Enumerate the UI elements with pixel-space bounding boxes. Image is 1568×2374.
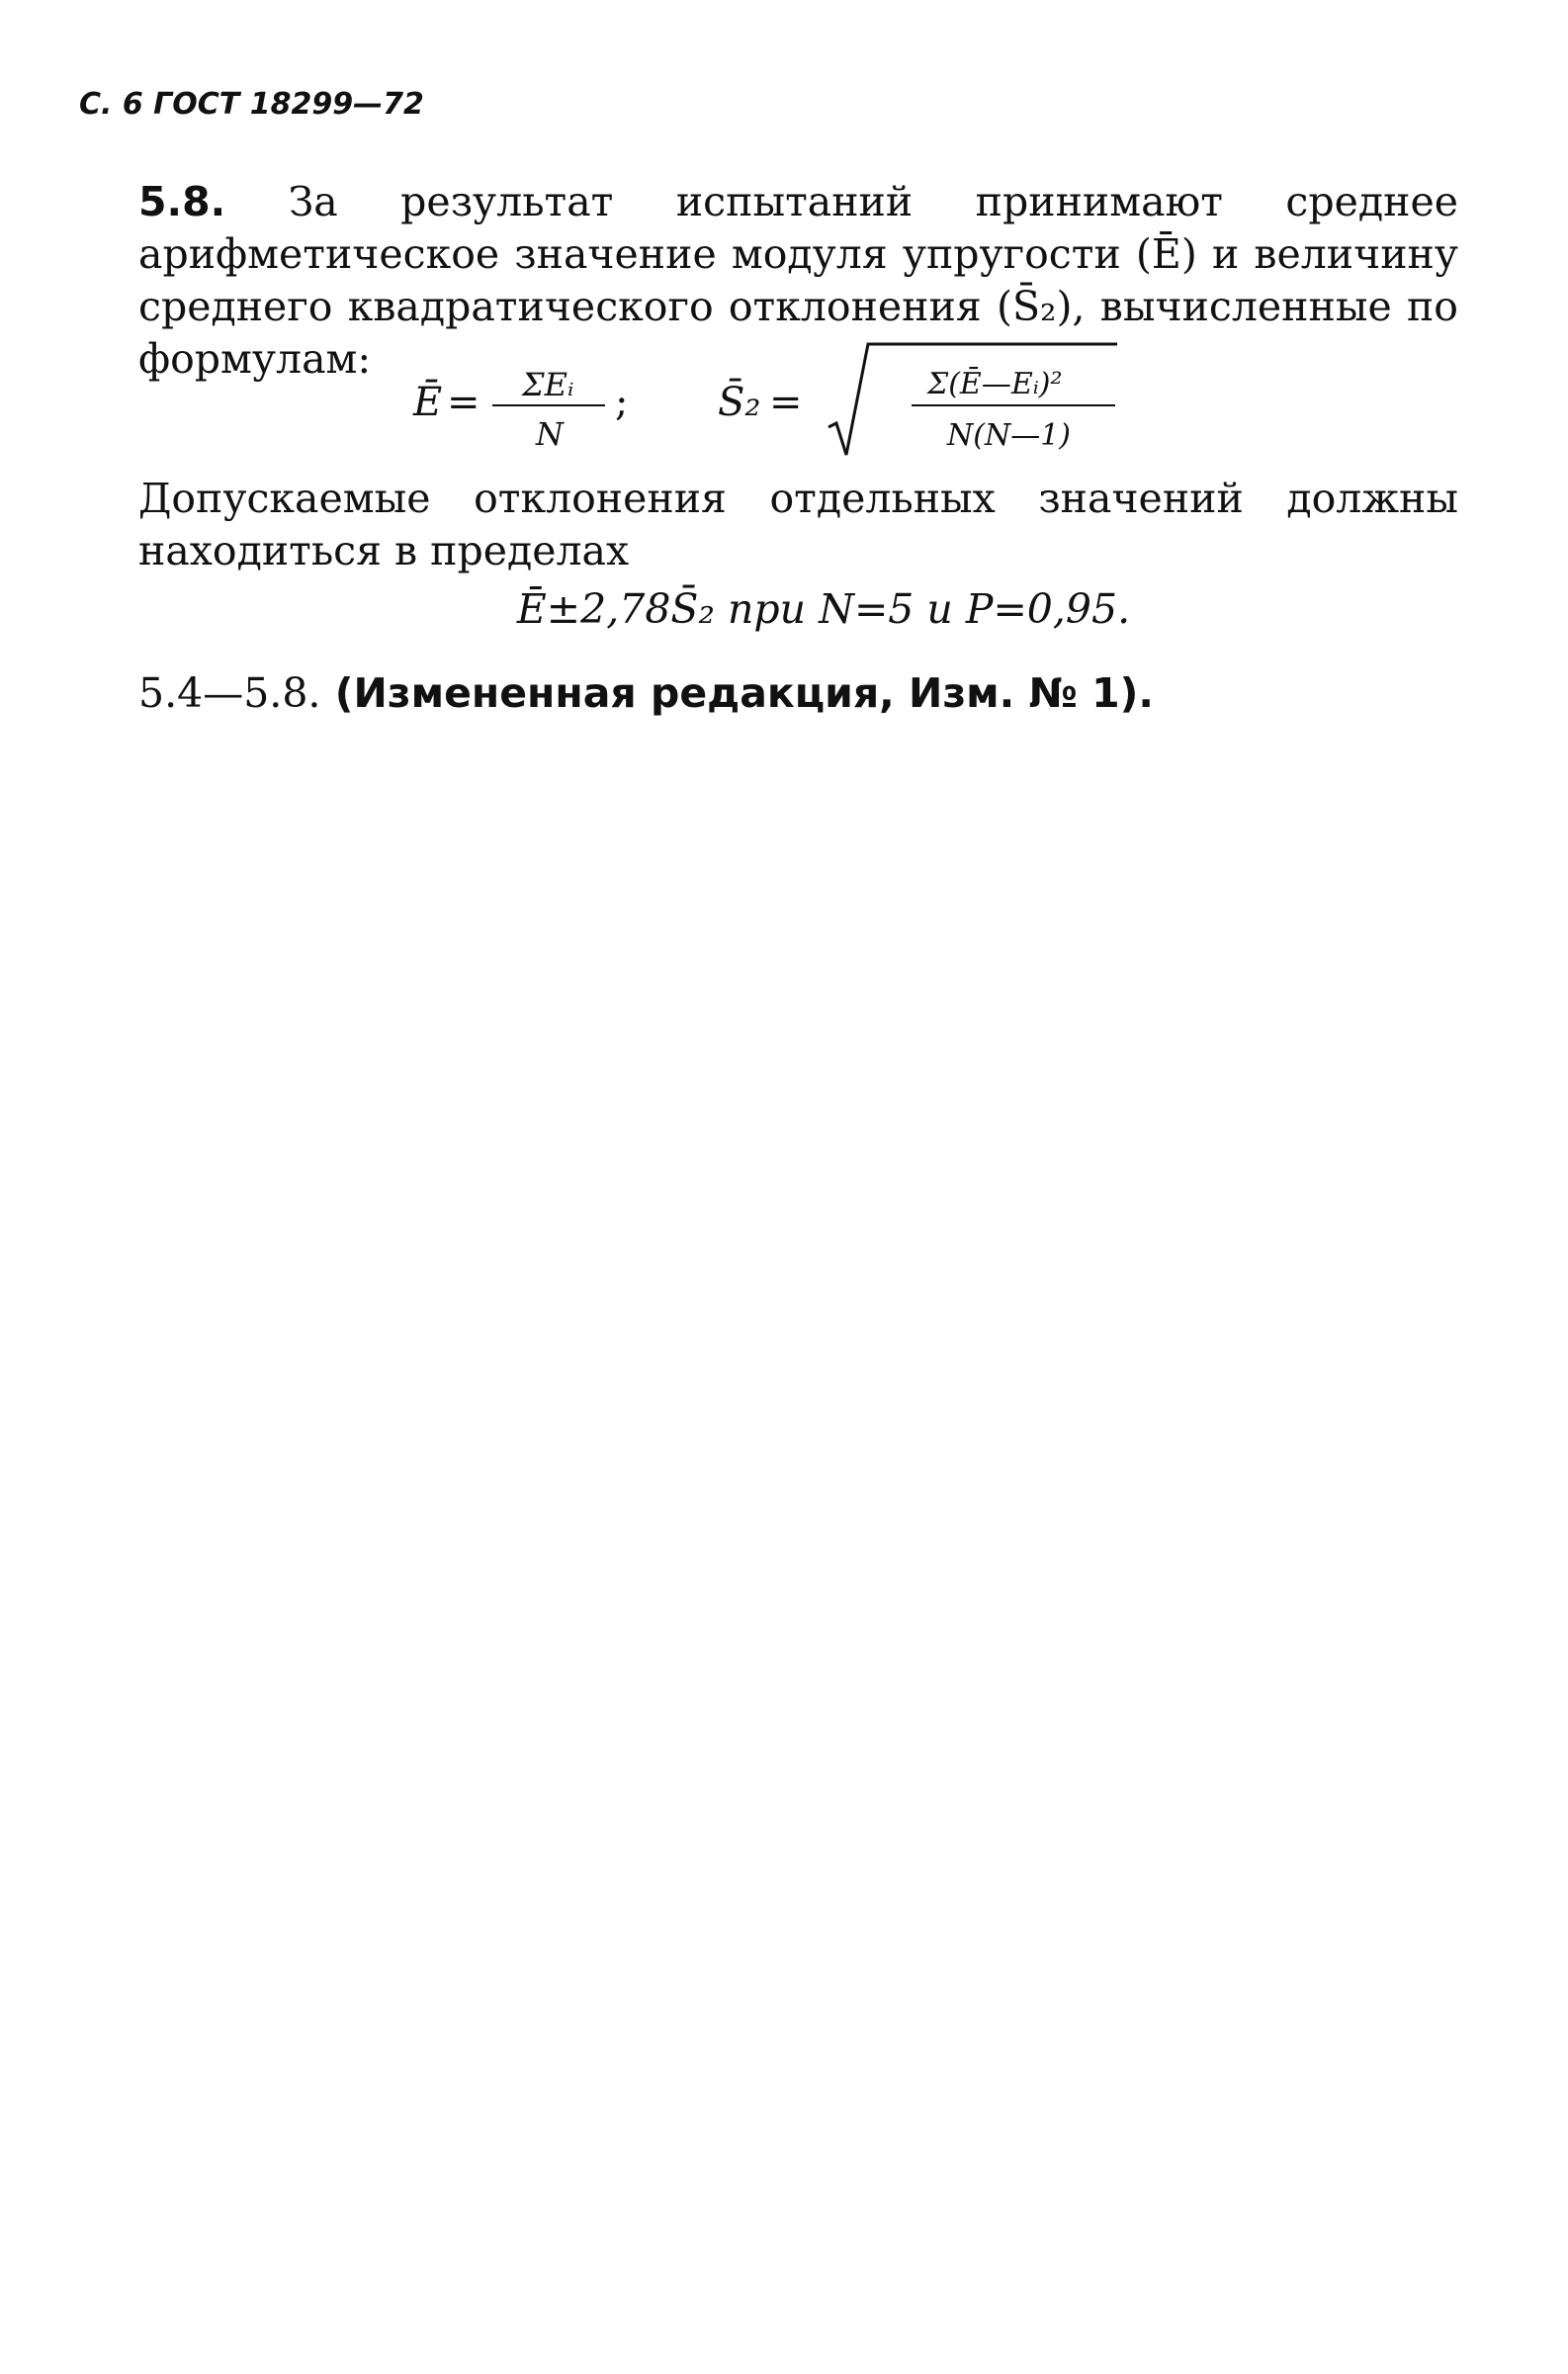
paragraph-tolerance: Допускаемые отклонения отдельных значений должны находиться в пределах [138,475,1458,574]
formula-deviation-numerator: Σ(Ē—Eᵢ)² [927,367,1063,401]
formula-mean-equals: = [447,380,480,425]
formula-mean-denominator: N [536,415,564,453]
page-header: С. 6 ГОСТ 18299—72 [79,87,424,122]
formula-mean-numerator: ΣEᵢ [522,366,574,403]
formula-mean [412,366,628,453]
formula-deviation-denominator: N(N—1) [947,418,1071,453]
amendment-range: 5.4—5.8. [138,669,321,717]
amendment-text: (Измененная редакция, Изм. № 1). [320,669,1154,717]
formula-tolerance-text: Ē±2,78S̄₂ при N=5 и P=0,95. [516,585,1131,633]
formula-deviation [718,344,1117,455]
paragraph-text: За результат испытаний принимают среднее арифметическое значение модуля упругости (Ē) и величину среднего квадратического отклонения (S̄₂), вычисленные по формулам: [138,178,1458,383]
formula-block [0,336,1568,460]
paragraph-amendment [138,667,1458,720]
formula-tolerance-range [0,583,1568,636]
formula-mean-separator: ; [615,380,629,425]
formula-deviation-equals: = [769,380,803,425]
formula-deviation-lhs: S̄₂ [718,380,761,425]
formula-mean-lhs: Ē [413,380,443,425]
section-number: 5.8. [138,178,226,225]
